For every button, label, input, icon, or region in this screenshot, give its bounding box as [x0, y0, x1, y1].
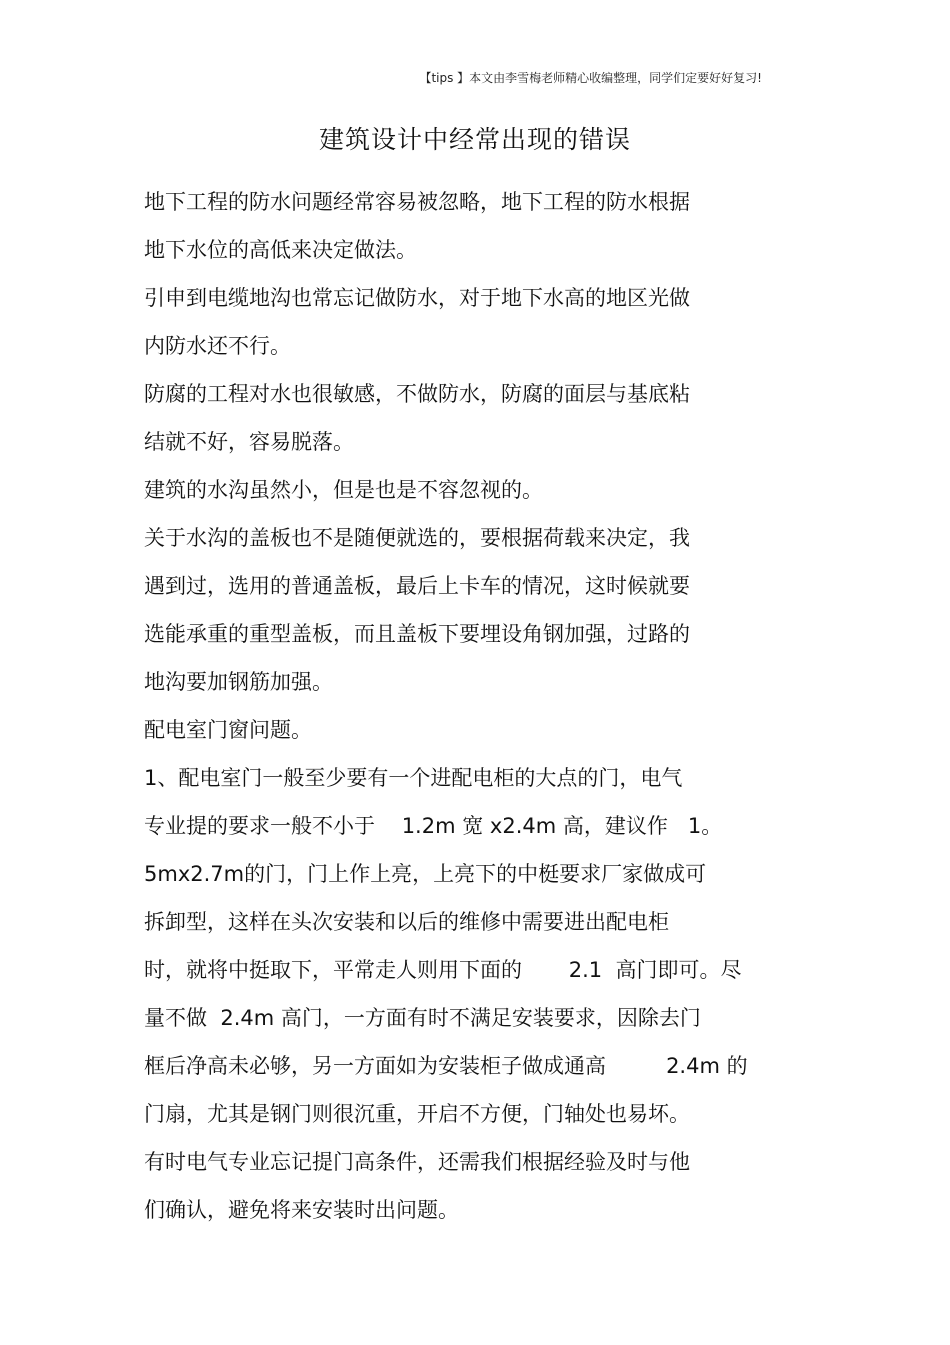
- body-line: 结就不好，容易脱落。: [144, 430, 354, 454]
- body-line: 配电室门窗问题。: [144, 718, 312, 742]
- body-line: 门扇，尤其是钢门则很沉重，开启不方便，门轴处也易坏。: [144, 1102, 690, 1126]
- body-line: 们确认，避免将来安装时出问题。: [144, 1198, 459, 1222]
- body-line: 专业提的要求一般不小于 1.2m 宽 x2.4m 高，建议作 1。: [144, 814, 723, 838]
- body-line: 拆卸型，这样在头次安装和以后的维修中需要进出配电柜: [144, 910, 669, 934]
- body-line: 地下工程的防水问题经常容易被忽略，地下工程的防水根据: [144, 190, 690, 214]
- body-line: 量不做 2.4m 高门，一方面有时不满足安装要求，因除去门: [144, 1006, 701, 1030]
- body-line: 有时电气专业忘记提门高条件，还需我们根据经验及时与他: [144, 1150, 690, 1174]
- body-line: 防腐的工程对水也很敏感，不做防水，防腐的面层与基底粘: [144, 382, 690, 406]
- body-line: 关于水沟的盖板也不是随便就选的，要根据荷载来决定，我: [144, 526, 690, 550]
- body-line: 内防水还不行。: [144, 334, 291, 358]
- body-line: 引申到电缆地沟也常忘记做防水，对于地下水高的地区光做: [144, 286, 690, 310]
- body-line: 框后净高未必够，另一方面如为安装柜子做成通高 2.4m 的: [144, 1054, 748, 1078]
- page-title: 建筑设计中经常出现的错误: [318, 125, 631, 154]
- body-line: 时，就将中挺取下，平常走人则用下面的 2.1 高门即可。尽: [144, 958, 742, 982]
- body-line: 5mx2.7m的门，门上作上亮，上亮下的中梃要求厂家做成可: [144, 862, 707, 886]
- body-line: 1、配电室门一般至少要有一个进配电柜的大点的门，电气: [144, 766, 683, 790]
- body-line: 地沟要加钢筋加强。: [144, 670, 333, 694]
- document-body: [144, 178, 824, 1234]
- body-line: 建筑的水沟虽然小，但是也是不容忽视的。: [144, 478, 543, 502]
- body-line: 地下水位的高低来决定做法。: [144, 238, 417, 262]
- header-tips-note: 【tips 】本文由李雪梅老师精心收编整理，同学们定要好好复习!: [419, 71, 762, 85]
- body-line: 选能承重的重型盖板，而且盖板下要埋设角钢加强，过路的: [144, 622, 690, 646]
- body-line: 遇到过，选用的普通盖板，最后上卡车的情况，这时候就要: [144, 574, 690, 598]
